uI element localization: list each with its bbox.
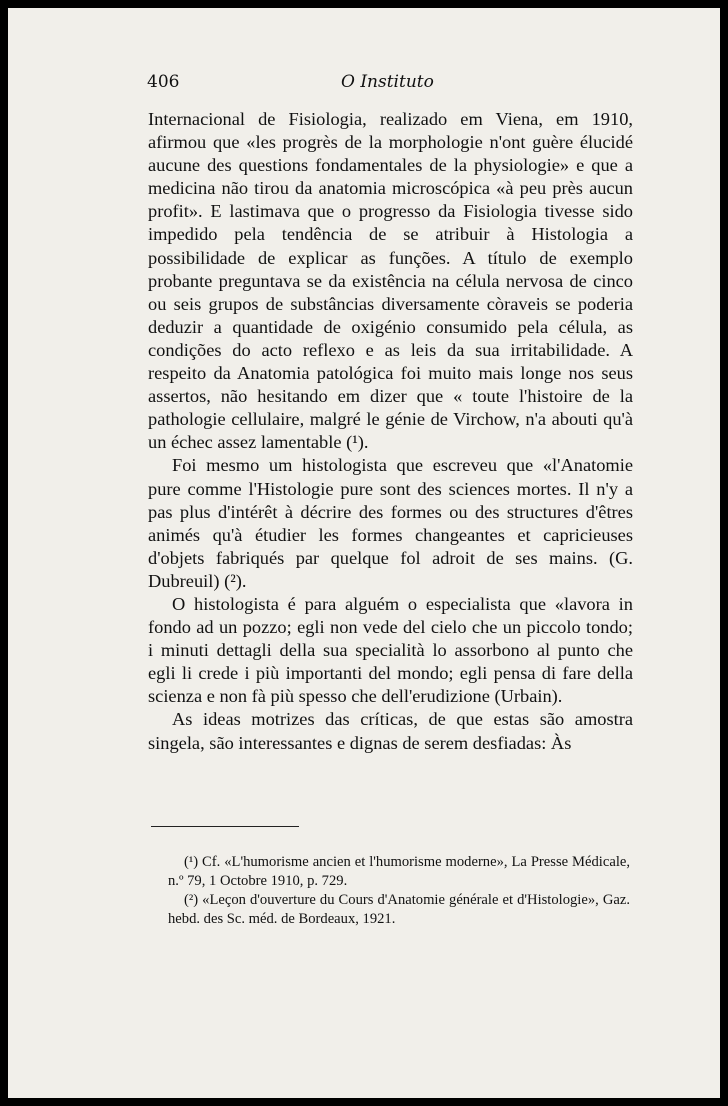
paragraph-4: As ideas motrizes das críticas, de que estas são amostra singela, são interessantes e dignas de serem desfiadas: Às <box>148 709 633 753</box>
page-header <box>8 72 720 96</box>
body-text <box>148 108 633 755</box>
footnote-1: (¹) Cf. «L'humorisme ancien et l'humorisme moderne», La Presse Médicale, n.º 79, 1 Octobre 1910, p. 729. <box>168 854 630 889</box>
paragraph-3: O histologista é para alguém o especialista que «lavora in fondo ad un pozzo; egli non vede del cielo che un piccolo tondo; i minuti dettagli della sua specialità lo assorbono al punto che egli li crede i più importanti del mondo; egli pensa di fare della scienza e non fà più spesso che dell'erudizione (Urbain). <box>148 593 633 707</box>
book-page <box>8 8 720 1098</box>
footnote-2: (²) «Leçon d'ouverture du Cours d'Anatomie générale et d'Histologie», Gaz. hebd. des Sc. méd. de Bordeaux, 1921. <box>168 892 630 927</box>
footnote-divider <box>151 826 299 827</box>
running-title: O Instituto <box>341 72 434 92</box>
footnotes <box>168 853 630 929</box>
page-number: 406 <box>147 72 180 92</box>
paragraph-1: Internacional de Fisiologia, realizado em Viena, em 1910, afirmou que «les progrès de la morphologie n'ont guère élucidé aucune des questions fondamentales de la physiologie» e que a medicina não tirou da anatomia microscópica «à peu près aucun profit». E lastimava que o progresso da Fisiologia tivesse sido impedido pela tendência de se atribuir à Histologia a possibilidade de explicar as funções. A título de exemplo probante preguntava se da existência na célula nervosa de cinco ou seis grupos de substâncias diversamente còraveis se poderia deduzir a quantidade de oxigénio consumido pela célula, as condições do acto reflexo e as leis da sua irritabilidade. A respeito da Anatomia patológica foi muito mais longe nos seus assertos, não hesitando em dizer que « toute l'histoire de la pathologie cellulaire, malgré le génie de Virchow, n'a abouti qu'à un échec assez lamentable (¹). <box>148 109 633 453</box>
paragraph-2: Foi mesmo um histologista que escreveu que «l'Anatomie pure comme l'Histologie pure sont des sciences mortes. Il n'y a pas plus d'intérêt à décrire des formes ou des structures d'êtres animés qu'à étudier les formes changeantes et capricieuses d'objets fabriqués par quelque fol adroit de ses mains. (G. Dubreuil) (²). <box>148 455 633 591</box>
